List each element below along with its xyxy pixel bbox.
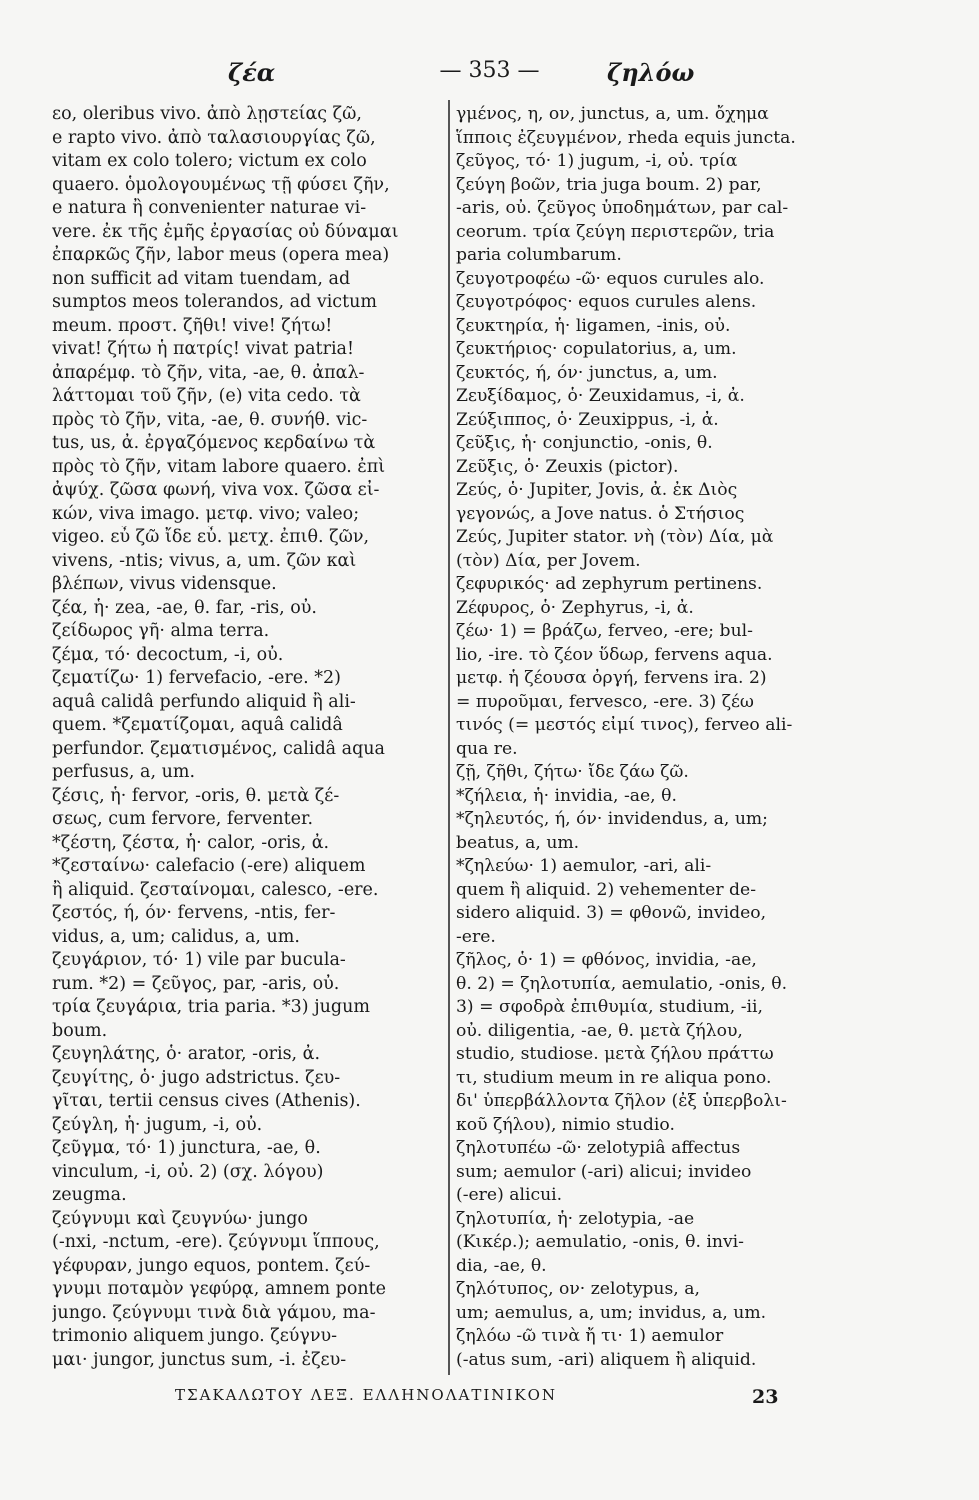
text-line: ζεῦγος, τό· 1) jugum, -i, οὐ. τρία: [456, 151, 738, 171]
text-line: meum. προστ. ζῆθι! vive! ζήτω!: [52, 315, 333, 336]
text-line: μετφ. ἡ ζέουσα ὀργή, fervens ira. 2): [456, 668, 767, 688]
header-right-guideword: ζηλόω: [607, 58, 695, 87]
text-line: perfundor. ζεματισμένος, calidâ aqua: [52, 738, 385, 759]
text-line: κοῦ ζήλου), nimio studio.: [456, 1114, 675, 1135]
text-line: vigeo. εὖ ζῶ ἴδε εὖ. μετχ. ἐπιθ. ζῶν,: [52, 527, 370, 547]
text-line: vere. ἐκ τῆς ἐμῆς ἐργασίας οὐ δύναμαι: [52, 221, 399, 242]
text-line: (-ere) alicui.: [456, 1185, 563, 1205]
text-line: qua re.: [456, 738, 518, 759]
text-line: ζευγάριον, τό· 1) vile par bucula-: [52, 950, 346, 970]
text-line: *ζήλεια, ἡ· invidia, -ae, θ.: [456, 785, 677, 806]
text-line: ζηλότυπος, ον· zelotypus, a,: [456, 1279, 700, 1299]
text-line: λάττομαι τοῦ ζῆν, (e) vita cedo. τὰ: [52, 386, 361, 406]
text-line: um; aemulus, a, um; invidus, a, um.: [456, 1302, 767, 1323]
text-line: trimonio aliquem jungo. ζεύγνυ-: [52, 1326, 338, 1346]
text-line: ζῇ, ζῆθι, ζήτω· ἴδε ζάω ζῶ.: [456, 762, 689, 782]
text-line: -ere.: [456, 926, 496, 947]
text-line: zeugma.: [52, 1185, 127, 1205]
text-line: jungo. ζεύγνυμι τινὰ διὰ γάμου, ma-: [52, 1302, 376, 1323]
text-line: vitam ex colo tolero; victum ex colo: [52, 151, 367, 171]
text-line: ζηλόω -ῶ τινὰ ἤ τι· 1) aemulor: [456, 1326, 724, 1346]
text-line: γεγονώς, a Jove natus. ὁ Στήσιος: [456, 503, 745, 524]
text-line: ζευγηλάτης, ὁ· arator, -oris, ἀ.: [52, 1044, 321, 1064]
text-line: sum; aemulor (-ari) alicui; invideo: [456, 1161, 752, 1182]
text-line: τρία ζευγάρια, tria paria. *3) jugum: [52, 997, 370, 1017]
text-line: ζευκτός, ή, όν· junctus, a, um.: [456, 362, 718, 383]
text-line: γῖται, tertii census cives (Athenis).: [52, 1091, 361, 1111]
text-line: δι' ὑπερβάλλοντα ζῆλον (ἐξ ὑπερβολι-: [456, 1091, 787, 1111]
text-line: ἵπποις ἐζευγμένον, rheda equis juncta.: [456, 127, 796, 148]
text-line: ζῆλος, ὁ· 1) = φθόνος, invidia, -ae,: [456, 950, 757, 970]
text-line: rum. *2) = ζεῦγος, par, -aris, οὐ.: [52, 973, 340, 994]
text-line: ζεματίζω· 1) fervefacio, -ere. *2): [52, 668, 341, 688]
text-line: ζευγοτροφέω -ῶ· equos curules alo.: [456, 268, 765, 289]
column-divider: [448, 100, 450, 1375]
text-line: ἢ aliquid. ζεσταίνομαι, calesco, -ere.: [52, 879, 379, 900]
text-line: tus, us, ἀ. ἐργαζόμενος κερδαίνω τὰ: [52, 433, 376, 453]
text-line: Ζευξίδαμος, ὁ· Zeuxidamus, -i, ἀ.: [456, 386, 745, 406]
text-line: -aris, οὐ. ζεῦγος ὑποδημάτων, par cal-: [456, 198, 789, 218]
text-line: *ζέστη, ζέστα, ἡ· calor, -oris, ἀ.: [52, 832, 330, 853]
text-line: ζευγοτρόφος· equos curules alens.: [456, 292, 757, 312]
text-line: ζηλοτυπία, ἡ· zelotypia, -ae: [456, 1208, 695, 1229]
text-line: Ζεύξιππος, ὁ· Zeuxippus, -i, ἀ.: [456, 409, 719, 430]
text-line: ἐπαρκῶς ζῆν, labor meus (opera mea): [52, 245, 390, 265]
text-line: σεως, cum fervore, ferventer.: [52, 809, 314, 829]
text-line: πρὸς τὸ ζῆν, vita, -ae, θ. συνήθ. vic-: [52, 409, 368, 430]
text-line: ἀπαρέμφ. τὸ ζῆν, vita, -ae, θ. ἀπαλ-: [52, 362, 365, 383]
text-line: γέφυραν, jungo equos, pontem. ζεύ-: [52, 1255, 371, 1276]
text-line: Ζέφυρος, ὁ· Zephyrus, -i, ἀ.: [456, 597, 694, 618]
text-line: paria columbarum.: [456, 245, 622, 265]
text-line: ζεύγλη, ἡ· jugum, -i, οὐ.: [52, 1114, 263, 1135]
text-line: boum.: [52, 1020, 108, 1041]
text-line: ζέσις, ἡ· fervor, -oris, θ. μετὰ ζέ-: [52, 785, 340, 806]
text-line: κών, viva imago. μετφ. vivo; valeo;: [52, 503, 360, 524]
text-line: Ζεῦξις, ὁ· Zeuxis (pictor).: [456, 456, 679, 477]
text-line: aquâ calidâ perfundo aliquid ἢ ali-: [52, 691, 356, 712]
text-line: e natura ἢ convenienter naturae vi-: [52, 198, 367, 218]
text-line: ζεστός, ή, όν· fervens, -ntis, fer-: [52, 903, 336, 923]
text-line: οὐ. diligentia, -ae, θ. μετὰ ζήλου,: [456, 1020, 743, 1041]
text-line: vivens, -ntis; vivus, a, um. ζῶν καὶ: [52, 550, 357, 571]
text-line: *ζηλευτός, ή, όν· invidendus, a, um;: [456, 809, 768, 829]
text-line: (-atus sum, -ari) aliquem ἢ aliquid.: [456, 1349, 757, 1370]
text-line: e rapto vivo. ἀπὸ ταλασιουργίας ζῶ,: [52, 127, 376, 148]
left-column: [52, 103, 444, 1372]
page-header: [0, 58, 979, 98]
text-line: non sufficit ad vitam tuendam, ad: [52, 268, 351, 289]
text-line: quem ἢ aliquid. 2) vehementer de-: [456, 879, 757, 900]
text-line: 3) = σφοδρὰ ἐπιθυμία, studium, -ii,: [456, 997, 763, 1017]
text-line: ζεφυρικός· ad zephyrum pertinens.: [456, 574, 763, 594]
text-line: θ. 2) = ζηλοτυπία, aemulatio, -onis, θ.: [456, 973, 788, 994]
text-line: ἀψύχ. ζῶσα φωνή, viva vox. ζῶσα εἰ-: [52, 480, 380, 500]
text-line: (-nxi, -nctum, -ere). ζεύγνυμι ἵππους,: [52, 1232, 380, 1252]
text-line: sumptos meos tolerandos, ad victum: [52, 292, 378, 312]
text-line: ζεύγνυμι καὶ ζευγνύω· jungo: [52, 1208, 308, 1229]
text-line: = πυροῦμαι, fervesco, -ere. 3) ζέω: [456, 691, 754, 712]
text-line: πρὸς τὸ ζῆν, vitam labore quaero. ἐπὶ: [52, 456, 386, 477]
text-line: ζέω· 1) = βράζω, ferveo, -ere; bul-: [456, 621, 753, 641]
right-column: [456, 103, 874, 1372]
page-footer: [0, 1386, 979, 1416]
text-line: ζευκτηρία, ἡ· ligamen, -inis, οὐ.: [456, 315, 731, 336]
text-line: studio, studiose. μετὰ ζήλου πράττω: [456, 1044, 774, 1064]
text-line: sidero aliquid. 3) = φθονῶ, invideo,: [456, 903, 767, 923]
text-line: (τὸν) Δία, per Jovem.: [456, 550, 641, 571]
text-line: vidus, a, um; calidus, a, um.: [52, 926, 300, 947]
footer-signature: ΤΣΑΚΑΛΩΤΟΥ ΛΕΞ. ΕΛΛΗΝΟΛΑΤΙΝΙΚΟΝ: [175, 1386, 557, 1404]
text-line: beatus, a, um.: [456, 832, 580, 853]
text-line: (Κικέρ.); aemulatio, -onis, θ. invi-: [456, 1232, 744, 1252]
text-line: ζέα, ἡ· zea, -ae, θ. far, -ris, οὐ.: [52, 597, 317, 618]
text-line: εο, oleribus vivo. ἀπὸ λῃστείας ζῶ,: [52, 104, 362, 124]
text-line: γνυμι ποταμὸν γεφύρᾳ, amnem ponte: [52, 1279, 387, 1299]
text-line: ζεῦγμα, τό· 1) junctura, -ae, θ.: [52, 1138, 321, 1158]
text-line: *ζεσταίνω· calefacio (-ere) aliquem: [52, 856, 366, 876]
text-line: dia, -ae, θ.: [456, 1255, 547, 1276]
text-line: vinculum, -i, οὐ. 2) (σχ. λόγου): [52, 1161, 324, 1182]
text-line: quaero. ὁμολογουμένως τῇ φύσει ζῆν,: [52, 174, 390, 195]
text-line: γμένος, η, ον, junctus, a, um. ὄχημα: [456, 104, 769, 124]
text-line: βλέπων, vivus vidensque.: [52, 574, 277, 594]
text-line: τι, studium meum in re aliqua pono.: [456, 1067, 772, 1088]
footer-sheet-number: 23: [752, 1386, 779, 1408]
text-line: Ζεύς, Jupiter stator. νὴ (τὸν) Δία, μὰ: [456, 527, 774, 547]
text-line: *ζηλεύω· 1) aemulor, -ari, ali-: [456, 856, 712, 876]
header-left-guideword: ζέα: [228, 58, 276, 87]
text-line: perfusus, a, um.: [52, 762, 196, 782]
text-line: vivat! ζήτω ἡ πατρίς! vivat patria!: [52, 339, 355, 359]
text-line: lio, -ire. τὸ ζέον ὕδωρ, fervens aqua.: [456, 644, 773, 665]
text-line: ζευκτήριος· copulatorius, a, um.: [456, 339, 737, 359]
text-line: ceorum. τρία ζεύγη περιστερῶν, tria: [456, 221, 775, 242]
page-number: — 353 —: [439, 58, 540, 83]
text-line: ζέμα, τό· decoctum, -i, οὐ.: [52, 644, 284, 665]
text-line: ζηλοτυπέω -ῶ· zelotypiâ affectus: [456, 1138, 741, 1158]
text-line: Ζεύς, ὁ· Jupiter, Jovis, ἀ. ἐκ Διὸς: [456, 480, 738, 500]
text-line: ζεῦξις, ἡ· conjunctio, -onis, θ.: [456, 433, 713, 453]
text-line: τινός (= μεστός εἰμί τινος), ferveo ali-: [456, 715, 793, 735]
text-line: ζείδωρος γῆ· alma terra.: [52, 621, 270, 641]
text-line: quem. *ζεματίζομαι, aquâ calidâ: [52, 715, 343, 735]
text-line: μαι· jungor, junctus sum, -i. ἐζευ-: [52, 1349, 347, 1370]
text-line: ζευγίτης, ὁ· jugo adstrictus. ζευ-: [52, 1067, 341, 1088]
text-line: ζεύγη βοῶν, tria juga boum. 2) par,: [456, 174, 762, 195]
